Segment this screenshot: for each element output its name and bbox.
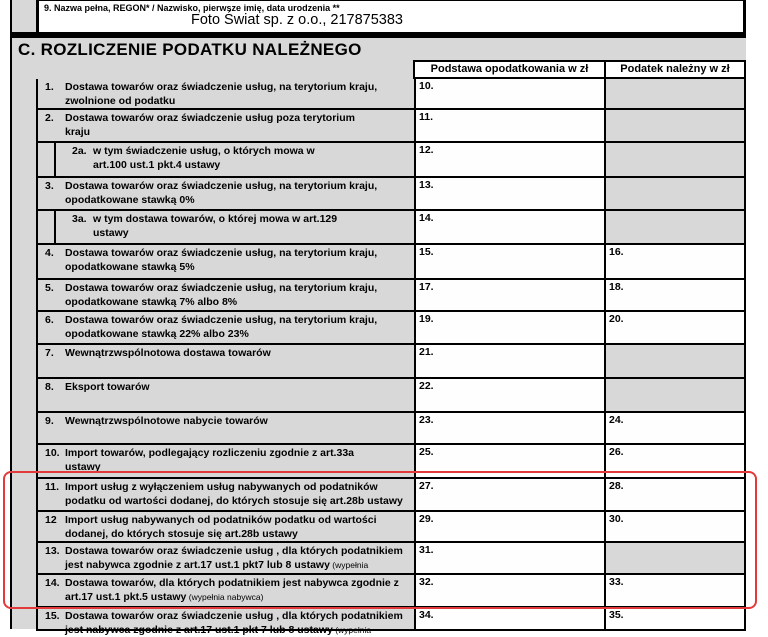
tax-base-cell xyxy=(416,413,606,443)
row-label-inner xyxy=(38,312,414,343)
field-number: 20. xyxy=(609,313,624,325)
field-number: 29. xyxy=(419,513,434,525)
row-number: 2a. xyxy=(56,145,93,176)
row-label-cell xyxy=(38,608,416,629)
field-number: 13. xyxy=(419,179,434,191)
row-label-text xyxy=(65,381,414,411)
row-label-line: Dostawa towarów oraz świadczenie usług poza terytorium xyxy=(65,112,414,126)
row-label-line: Wewnątrzwspólnotowa dostawa towarów xyxy=(65,347,414,361)
field-number: 16. xyxy=(609,246,624,258)
row-label-line: w tym świadczenie usług, o których mowa w xyxy=(93,145,414,159)
row-label-line: art.100 ust.1 pkt.4 ustawy xyxy=(93,159,414,173)
row-label-cell xyxy=(38,379,416,411)
row-label-cell xyxy=(38,178,416,209)
table-row xyxy=(38,278,744,310)
row-label-line: Dostawa towarów oraz świadczenie usług, na terytorium kraju, xyxy=(65,247,414,261)
row-label-line: Dostawa towarów, dla których podatnikiem jest nabywca zgodnie z xyxy=(65,577,414,591)
table-row xyxy=(38,176,744,209)
table-row xyxy=(38,377,744,411)
table-row xyxy=(38,79,744,108)
row-label-inner xyxy=(56,211,414,243)
field-number: 22. xyxy=(419,380,434,392)
tax-due-cell xyxy=(606,379,744,411)
row-label-inner xyxy=(38,245,414,278)
row-label-cell xyxy=(38,79,416,108)
tax-due-cell xyxy=(606,143,744,176)
field-number: 35. xyxy=(609,609,624,621)
row-label-text xyxy=(65,314,414,343)
row-label-line: kraju xyxy=(65,126,414,140)
tax-base-cell xyxy=(416,608,606,629)
row-number: 14. xyxy=(38,577,65,606)
tax-base-cell xyxy=(416,110,606,141)
row-label-text xyxy=(65,180,414,209)
row-label-line: Import usług z wyłączeniem usług nabywanych od podatników xyxy=(65,481,414,495)
row-number: 15. xyxy=(38,610,65,629)
row-label-line: Dostawa towarów oraz świadczenie usług , dla których podatnikiem xyxy=(65,545,414,559)
field-number: 21. xyxy=(419,346,434,358)
row-label-line: opodatkowane stawką 0% xyxy=(65,194,414,208)
row-number: 9. xyxy=(38,415,65,443)
row-label-line: Dostawa towarów oraz świadczenie usług, na terytorium kraju, xyxy=(65,81,414,95)
table-row xyxy=(38,606,744,629)
tax-due-cell xyxy=(606,280,744,310)
taxpayer-name-field xyxy=(36,1,746,33)
tax-base-cell xyxy=(416,312,606,343)
row-label-inner xyxy=(38,178,414,209)
row-label-line: Dostawa towarów oraz świadczenie usług, na terytorium kraju, xyxy=(65,180,414,194)
highlight-annotation-box xyxy=(3,471,757,609)
tax-base-cell xyxy=(416,79,606,108)
table-row xyxy=(38,343,744,377)
row-label-line: Dostawa towarów oraz świadczenie usług, na terytorium kraju, xyxy=(65,314,414,328)
row-label-inner xyxy=(38,79,414,108)
row-label-cell xyxy=(38,312,416,343)
row-label-text xyxy=(65,112,414,141)
row-label-line: jest nabywca zgodnie z art.17 ust.1 pkt 7 lub 8 ustawy (wypełnia xyxy=(65,624,414,637)
row-label-line: ustawy xyxy=(93,227,414,241)
row-number: 12 xyxy=(38,514,65,541)
row-label-line: zwolnione od podatku xyxy=(65,95,414,109)
row-number: 3a. xyxy=(56,213,93,243)
row-label-text xyxy=(65,81,414,108)
row-label-cell xyxy=(38,110,416,141)
tax-due-cell xyxy=(606,312,744,343)
column-header-tax-base: Podstawa opodatkowania w zł xyxy=(413,60,606,79)
sub-row-indent xyxy=(38,143,56,176)
row-label-line: Dostawa towarów oraz świadczenie usług , dla których podatnikiem xyxy=(65,610,414,624)
row-label-line: opodatkowane stawką 5% xyxy=(65,261,414,275)
row-number: 8. xyxy=(38,381,65,411)
row-label-inner xyxy=(38,110,414,141)
table-row xyxy=(38,108,744,141)
field-number: 33. xyxy=(609,576,624,588)
row-number: 11. xyxy=(38,481,65,510)
field-number: 14. xyxy=(419,212,434,224)
tax-due-cell xyxy=(606,110,744,141)
row-label-cell xyxy=(38,413,416,443)
row-label-line: ustawy xyxy=(65,461,414,475)
row-label-text xyxy=(65,347,414,377)
field-number: 11. xyxy=(419,111,433,123)
tax-base-cell xyxy=(416,245,606,278)
field-number: 27. xyxy=(419,480,434,492)
table-row xyxy=(38,141,744,176)
row-label-cell xyxy=(38,280,416,310)
row-label-line: jest nabywca zgodnie z art.17 ust.1 pkt7 lub 8 ustawy (wypełnia xyxy=(65,559,414,573)
field-number: 32. xyxy=(419,576,434,588)
field-number: 18. xyxy=(609,281,624,293)
row-label-inner xyxy=(38,413,414,443)
sub-row-indent xyxy=(38,211,56,243)
tax-due-cell xyxy=(606,79,744,108)
tax-base-cell xyxy=(416,143,606,176)
tax-due-cell xyxy=(606,178,744,209)
row-label-line: Import towarów, podlegający rozliczeniu zgodnie z art.33a xyxy=(65,447,414,461)
row-number: 1. xyxy=(38,81,65,108)
field-number: 24. xyxy=(609,414,624,426)
field-number: 31. xyxy=(419,544,434,556)
field-number: 28. xyxy=(609,480,624,492)
row-label-inner xyxy=(38,608,414,629)
table-row xyxy=(38,310,744,343)
row-label-inner xyxy=(56,143,414,176)
row-label-text xyxy=(65,247,414,278)
row-label-text xyxy=(65,610,414,629)
tax-base-cell xyxy=(416,178,606,209)
row-label-line: Import usług nabywanych od podatników podatku od wartości xyxy=(65,514,414,528)
table-row xyxy=(38,243,744,278)
field-number: 17. xyxy=(419,281,434,293)
taxpayer-name-label: 9. Nazwa pełna, REGON* / Nazwisko, pierwsze imię, data urodzenia ** xyxy=(44,3,340,13)
column-header-tax-due: Podatek należny w zł xyxy=(604,60,746,79)
row-number: 4. xyxy=(38,247,65,278)
field-number: 12. xyxy=(419,144,434,156)
tax-due-cell xyxy=(606,211,744,243)
tax-due-cell xyxy=(606,345,744,377)
row-label-line: Wewnątrzwspólnotowe nabycie towarów xyxy=(65,415,414,429)
tax-base-cell xyxy=(416,280,606,310)
field-number: 23. xyxy=(419,414,434,426)
field-number: 19. xyxy=(419,313,434,325)
row-label-inner xyxy=(38,379,414,411)
tax-due-cell xyxy=(606,245,744,278)
row-label-text xyxy=(93,213,414,243)
row-label-inner xyxy=(38,280,414,310)
row-number: 7. xyxy=(38,347,65,377)
row-label-line: dodanej, do których stosuje się art.28b ustawy xyxy=(65,528,414,542)
row-label-cell xyxy=(38,345,416,377)
table-row xyxy=(38,411,744,443)
field-number: 30. xyxy=(609,513,624,525)
row-label-line: podatku od wartości dodanej, do których stosuje się art.28b ustawy xyxy=(65,495,414,509)
field-number: 26. xyxy=(609,446,624,458)
row-label-cell xyxy=(38,211,416,243)
row-number: 5. xyxy=(38,282,65,310)
tax-base-cell xyxy=(416,345,606,377)
row-label-line: Dostawa towarów oraz świadczenie usług, na terytorium kraju, xyxy=(65,282,414,296)
section-c-title: C. ROZLICZENIE PODATKU NALEŻNEGO xyxy=(18,40,362,60)
taxpayer-name-value: Foto Świat sp. z o.o., 217875383 xyxy=(191,12,403,28)
row-label-line: opodatkowane stawką 22% albo 23% xyxy=(65,328,414,342)
row-number: 3. xyxy=(38,180,65,209)
row-label-text xyxy=(65,415,414,443)
row-label-text xyxy=(65,282,414,310)
row-label-note: (wypełnia xyxy=(333,625,371,635)
field-number: 10. xyxy=(419,80,434,92)
row-number: 13. xyxy=(38,545,65,573)
row-label-line: opodatkowane stawką 7% albo 8% xyxy=(65,296,414,310)
row-number: 6. xyxy=(38,314,65,343)
tax-due-cell xyxy=(606,608,744,629)
row-label-note: (wypełnia xyxy=(330,560,368,570)
row-number: 10. xyxy=(38,447,65,477)
row-label-line: Eksport towarów xyxy=(65,381,414,395)
tax-due-cell xyxy=(606,413,744,443)
tax-base-cell xyxy=(416,379,606,411)
row-label-line: w tym dostawa towarów, o której mowa w art.129 xyxy=(93,213,414,227)
row-label-cell xyxy=(38,245,416,278)
field-number: 25. xyxy=(419,446,434,458)
row-label-cell xyxy=(38,143,416,176)
row-label-line: art.17 ust.1 pkt.5 ustawy (wypełnia nabywca) xyxy=(65,591,414,605)
row-label-text xyxy=(93,145,414,176)
row-label-note: (wypełnia nabywca) xyxy=(186,592,263,602)
field-number: 15. xyxy=(419,246,434,258)
row-label-inner xyxy=(38,345,414,377)
field-number: 34. xyxy=(419,609,434,621)
row-number: 2. xyxy=(38,112,65,141)
tax-base-cell xyxy=(416,211,606,243)
table-row xyxy=(38,209,744,243)
